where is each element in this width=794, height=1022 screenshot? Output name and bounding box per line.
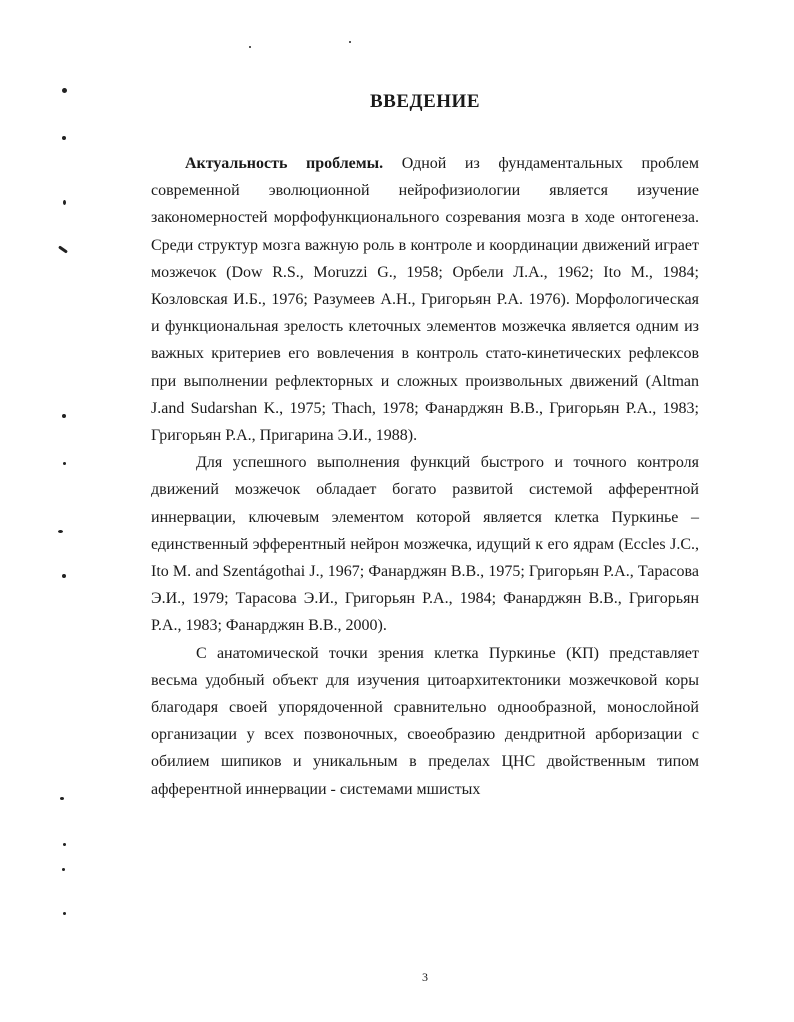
scan-artifact: [58, 245, 68, 253]
paragraph-anatomy: С анатомической точки зрения клетка Пуркинье (КП) представляет весьма удобный объект для изучения цитоархитектоники мозжечковой коры благодаря своей упорядоченной сравнительно однообразной, монослойной организации у всех позвоночных, своеобразию дендритной арборизации с обилием шипиков и уникальным в пределах ЦНС двойственным типом афферентной иннервации - системами мшистых: [151, 644, 699, 798]
paragraph-text: Одной из фундаментальных проблем современной эволюционной нейрофизиологии является изучение закономерностей морфофункционального созревания мозга в ходе онтогенеза. Среди структур мозга важную роль в контроле и координации движений играет мозжечок (Dow R.S., Moruzzi G., 1958; Орбели Л.А., 1962; Ito M., 1984; Козловская И.Б., 1976; Разумеев А.Н., Григорьян Р.А. 1976). Морфологическая и функциональная зрелость клеточных элементов мозжечка является одним из важных критериев его вовлечения в контроль стато-кинетических рефлексов при выполнении рефлекторных и сложных произвольных движений (Altman J.and Sudarshan K., 1975; Thach, 1978; Фанарджян В.В., Григорьян Р.А., 1983; Григорьян Р.А., Пригарина Э.И., 1988).: [151, 155, 700, 445]
scan-artifact: [60, 797, 64, 800]
paragraph-purkinje: Для успешного выполнения функций быстрого и точного контроля движений мозжечок обладает богато развитой системой афферентной иннервации, ключевым элементом которой является клетка Пуркинье – единственный эфферентный нейрон мозжечка, идущий к его ядрам (Eccles J.C., Ito M. and Szentágothai J., 1967; Фанарджян В.В., 1975; Григорьян Р.А., Тарасова Э.И., 1979; Тарасова Э.И., Григорьян Р.А., 1984; Фанарджян В.В., Григорьян Р.А., 1983; Фанарджян В.В., 2000).: [151, 454, 699, 635]
paragraph-lead: Актуальность проблемы.: [185, 155, 384, 172]
scan-artifact: [62, 574, 66, 578]
scan-artifact: [249, 46, 251, 48]
scan-artifact: [62, 868, 65, 871]
scan-artifact: [63, 200, 66, 205]
scan-artifact: [62, 414, 66, 418]
paragraph-relevance: [151, 150, 699, 449]
scan-artifact: [63, 843, 66, 846]
scan-artifact: [58, 530, 63, 533]
scan-artifact: [63, 912, 66, 915]
page-title: ВВЕДЕНИЕ: [370, 91, 480, 112]
scan-artifact: [62, 136, 66, 140]
body-text: [151, 150, 699, 803]
scan-artifact: [63, 462, 66, 465]
scan-artifact: [349, 41, 351, 43]
page-number: 3: [422, 970, 428, 984]
